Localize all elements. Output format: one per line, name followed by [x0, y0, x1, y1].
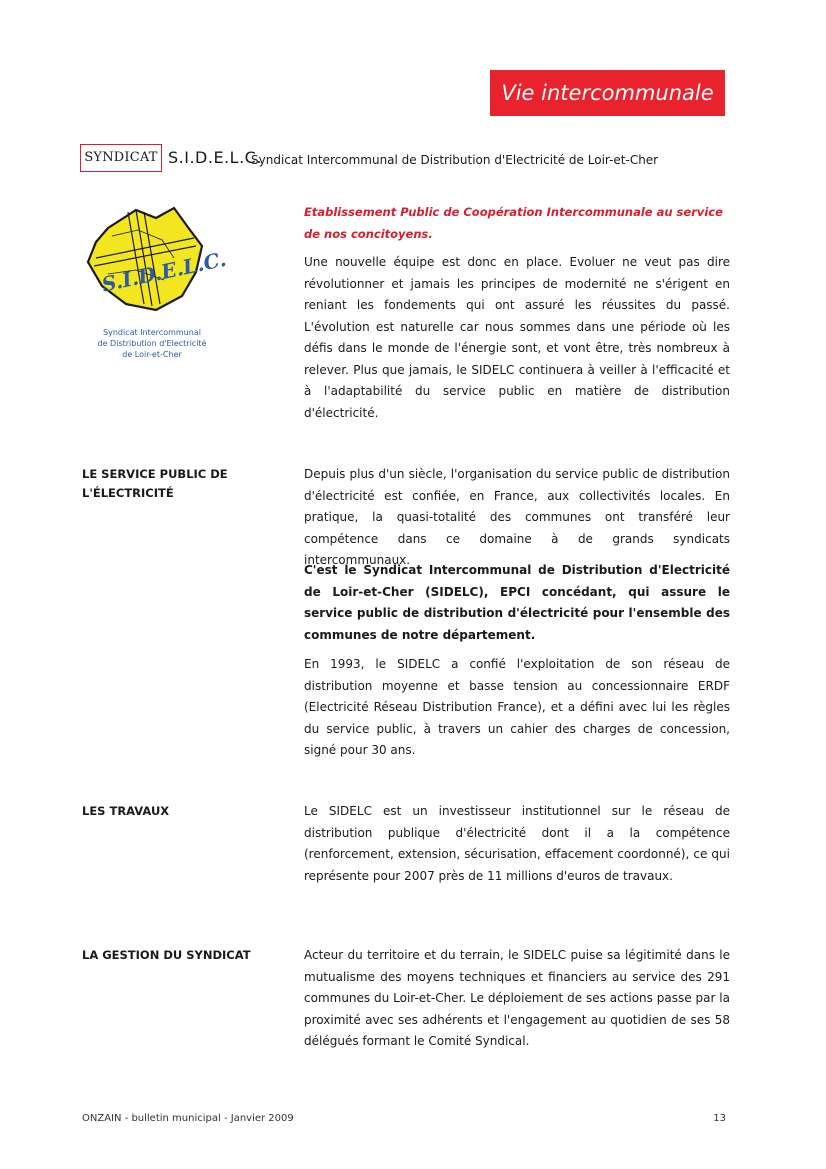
syndicat-label: SYNDICAT	[84, 150, 158, 165]
service-public-paragraph-3: En 1993, le SIDELC a confié l'exploitation de son réseau de distribution moyenne et basse tension au concessionnaire ERDF (Electricité Réseau Distribution France), et a défini avec lui les règles du service public, à travers un cahier des charges de concession, signé pour 30 ans.	[304, 657, 730, 757]
gestion-title: LA GESTION DU SYNDICAT	[82, 948, 251, 962]
footer-publication: ONZAIN - bulletin municipal - Janvier 2009	[82, 1113, 294, 1124]
logo-caption	[72, 327, 232, 360]
intro-lead: Etablissement Public de Coopération Intercommunale au service de nos concitoyens.	[304, 205, 723, 241]
service-public-paragraph-2: C'est le Syndicat Intercommunal de Distribution d'Electricité de Loir-et-Cher (SIDELC), EPCI concédant, qui assure le service public de distribution d'électricité pour l'ensemble des communes de notre département.	[304, 563, 730, 642]
logo-wordmark: S.I.D.E.L.C.	[99, 246, 228, 297]
travaux-paragraph: Le SIDELC est un investisseur institutionnel sur le réseau de distribution publique d'électricité dont il a la compétence (renforcement, extension, sécurisation, effacement coordonné), ce qui représente pour 2007 près de 11 millions d'euros de travaux.	[304, 804, 730, 883]
sidelc-logo	[78, 200, 228, 320]
section-banner	[490, 70, 725, 116]
syndicat-label-box	[80, 144, 162, 172]
logo-caption-line: de Loir-et-Cher	[122, 350, 182, 359]
logo-caption-line: de Distribution d'Electricité	[97, 339, 207, 348]
header-full-name: Syndicat Intercommunal de Distribution d'Electricité de Loir-et-Cher	[251, 153, 659, 167]
section-banner-title: Vie intercommunale	[501, 81, 714, 105]
intro-paragraph: Une nouvelle équipe est donc en place. Evoluer ne veut pas dire révolutionner et jamais les principes de modernité ne s'érigent en reniant les fondements qui ont assuré les réussites du passé. L'évolution est naturelle car nous sommes dans une période où les défis dans le monde de l'énergie sont, et vont être, très nombreux à relever. Plus que jamais, le SIDELC continuera à veiller à l'efficacité et à l'adaptabilité du service public en matière de distribution d'électricité.	[304, 255, 730, 420]
service-public-title-line: L'ÉLECTRICITÉ	[82, 486, 174, 500]
header-acronym: S.I.D.E.L.C.	[168, 148, 262, 167]
travaux-title: LES TRAVAUX	[82, 804, 170, 818]
gestion-paragraph: Acteur du territoire et du terrain, le SIDELC puise sa légitimité dans le mutualisme des moyens techniques et financiers au service des 291 communes du Loir-et-Cher. Le déploiement de ses actions passe par la proximité avec ses adhérents et l'engagement au quotidien de ses 58 délégués formant le Comité Syndical.	[304, 948, 730, 1048]
logo-caption-line: Syndicat Intercommunal	[103, 328, 201, 337]
service-public-title	[82, 465, 282, 503]
service-public-paragraph-1: Depuis plus d'un siècle, l'organisation du service public de distribution d'électricité est confiée, en France, aux collectivités locales. En pratique, la quasi-totalité des communes ont transféré leur compétence dans ce domaine à de grands syndicats intercommunaux.	[304, 467, 730, 567]
footer-page-number: 13	[713, 1113, 726, 1124]
service-public-title-line: LE SERVICE PUBLIC DE	[82, 467, 228, 481]
